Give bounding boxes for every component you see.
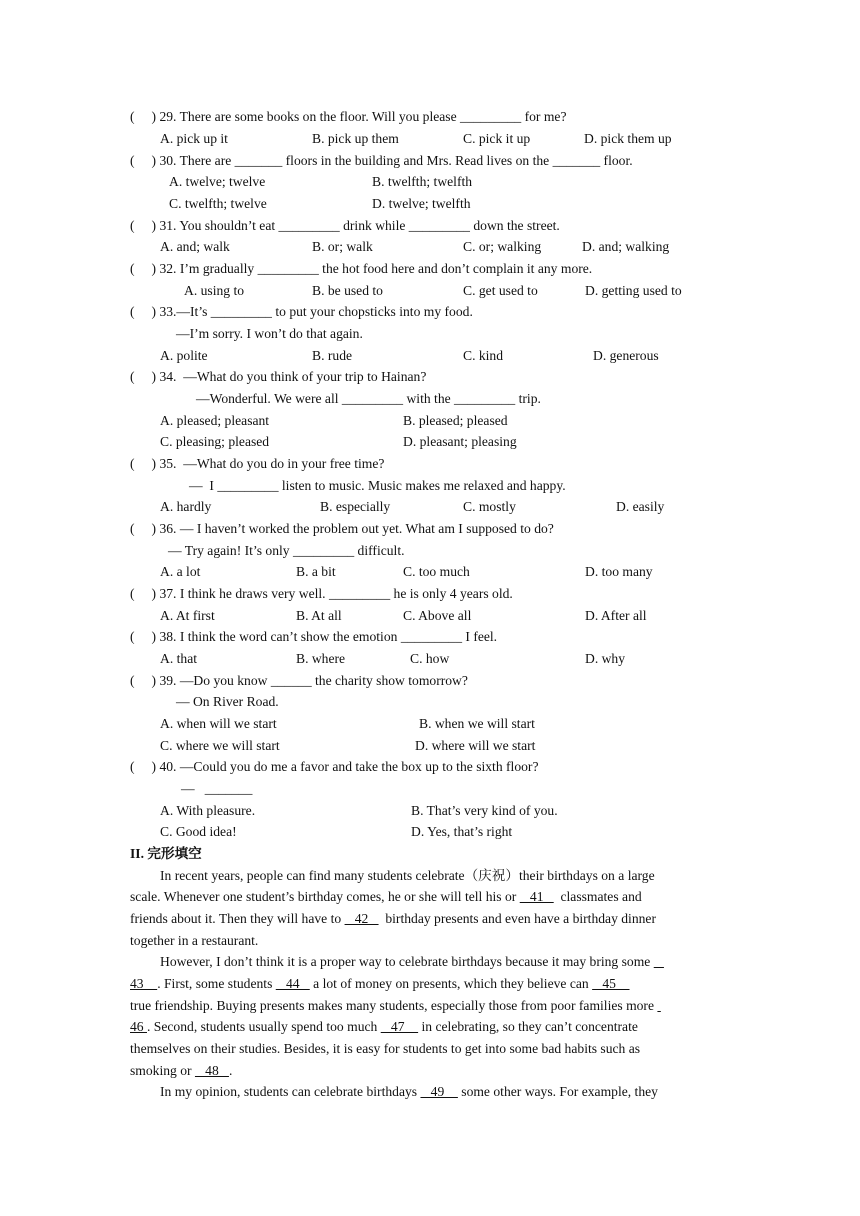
q34-option-b: B. pleased; pleased (403, 413, 508, 428)
q39-option-d: D. where will we start (415, 738, 536, 753)
text-segment: a lot of money on presents, which they believe can (309, 976, 593, 991)
q39-option-b: B. when we will start (419, 716, 535, 731)
q31-option-a: A. and; walk (160, 239, 230, 254)
text-segment: . First, some students (157, 976, 276, 991)
q32-option-b: B. be used to (312, 283, 383, 298)
question-30-stem: ( ) 30. There are _______ floors in the building and Mrs. Read lives on the _______ floor. (130, 153, 633, 168)
question-34-reply: —Wonderful. We were all _________ with the _________ trip. (196, 391, 541, 406)
text-segment: . (228, 1063, 233, 1078)
q30-option-d: D. twelve; twelfth (372, 196, 471, 211)
passage-p2-line3 (130, 997, 661, 1015)
blank-46-end: 46 (130, 1019, 147, 1034)
q38-option-a: A. that (160, 651, 197, 666)
section-heading (130, 845, 202, 863)
q35-option-d: D. easily (616, 499, 665, 514)
q34-option-d: D. pleasant; pleasing (403, 434, 517, 449)
blank-47: 47 (380, 1019, 419, 1034)
q35-option-c: C. mostly (463, 499, 516, 514)
passage-p1-line2 (130, 888, 642, 906)
text-segment: true friendship. Buying presents makes many students, especially those from poor families more (130, 998, 658, 1013)
blank-41: 41 (519, 889, 554, 904)
text-segment: some other ways. For example, they (457, 1084, 658, 1099)
passage-p2-line1 (160, 953, 664, 971)
question-40-stem: ( ) 40. —Could you do me a favor and take the box up to the sixth floor? (130, 759, 539, 774)
q36-option-b: B. a bit (296, 564, 336, 579)
question-40-reply: — _______ (181, 781, 253, 796)
question-35-reply: — I _________ listen to music. Music makes me relaxed and happy. (189, 478, 566, 493)
q35-option-a: A. hardly (160, 499, 212, 514)
text-segment: However, I don’t think it is a proper way to celebrate birthdays because it may bring some (160, 954, 654, 969)
blank-42: 42 (344, 911, 379, 926)
q40-option-c: C. Good idea! (160, 824, 237, 839)
text-segment: scale. Whenever one student’s birthday comes, he or she will tell his or (130, 889, 520, 904)
q29-option-b: B. pick up them (312, 131, 399, 146)
blank-48: 48 (194, 1063, 229, 1078)
passage-p2-line2 (130, 975, 630, 993)
q38-option-b: B. where (296, 651, 346, 666)
q30-option-a: A. twelve; twelve (169, 174, 266, 189)
question-36-reply: — Try again! It’s only _________ difficult. (168, 543, 405, 558)
blank-43-start (654, 954, 664, 969)
question-36-stem: ( ) 36. — I haven’t worked the problem out yet. What am I supposed to do? (130, 521, 554, 536)
question-29-stem: ( ) 29. There are some books on the floor. Will you please _________ for me? (130, 109, 567, 124)
passage-p2-line5: themselves on their studies. Besides, it is easy for students to get into some bad habits such as (130, 1041, 641, 1056)
blank-46-start (657, 998, 660, 1013)
q31-option-b: B. or; walk (312, 239, 373, 254)
question-33-stem: ( ) 33.—It’s _________ to put your chopsticks into my food. (130, 304, 473, 319)
q34-option-a: A. pleased; pleasant (160, 413, 270, 428)
text-segment: in celebrating, so they can’t concentrate (418, 1019, 638, 1034)
q29-option-d: D. pick them up (584, 131, 672, 146)
q39-option-a: A. when will we start (160, 716, 277, 731)
q33-option-d: D. generous (593, 348, 659, 363)
passage-p3-line1 (160, 1083, 658, 1101)
passage-p1-line1: In recent years, people can find many students celebrate（庆祝）their birthdays on a large (160, 868, 655, 883)
blank-49: 49 (420, 1084, 458, 1099)
q29-option-a: A. pick up it (160, 131, 228, 146)
section-number: II. (130, 846, 144, 861)
q40-option-b: B. That’s very kind of you. (411, 803, 558, 818)
q30-option-b: B. twelfth; twelfth (372, 174, 473, 189)
question-35-stem: ( ) 35. —What do you do in your free time? (130, 456, 385, 471)
blank-45: 45 (592, 976, 630, 991)
q40-option-d: D. Yes, that’s right (411, 824, 513, 839)
question-33-reply: —I’m sorry. I won’t do that again. (176, 326, 363, 341)
q32-option-a: A. using to (184, 283, 245, 298)
q33-option-b: B. rude (312, 348, 353, 363)
q32-option-d: D. getting used to (585, 283, 682, 298)
q33-option-a: A. polite (160, 348, 208, 363)
text-segment: . Second, students usually spend too much (147, 1019, 381, 1034)
q37-option-a: A. At first (160, 608, 215, 623)
q34-option-c: C. pleasing; pleased (160, 434, 270, 449)
passage-p1-line3 (130, 910, 656, 928)
text-segment: birthday presents and even have a birthday dinner (385, 911, 656, 926)
text-segment: smoking or (130, 1063, 195, 1078)
q29-option-c: C. pick it up (463, 131, 531, 146)
question-37-stem: ( ) 37. I think he draws very well. _________ he is only 4 years old. (130, 586, 513, 601)
question-31-stem: ( ) 31. You shouldn’t eat _________ drink while _________ down the street. (130, 218, 560, 233)
q37-option-b: B. At all (296, 608, 342, 623)
q33-option-c: C. kind (463, 348, 504, 363)
q37-option-d: D. After all (585, 608, 647, 623)
q38-option-d: D. why (585, 651, 626, 666)
text-segment: friends about it. Then they will have to (130, 911, 345, 926)
q36-option-d: D. too many (585, 564, 653, 579)
q38-option-c: C. how (410, 651, 450, 666)
q39-option-c: C. where we will start (160, 738, 280, 753)
q30-option-c: C. twelfth; twelve (169, 196, 267, 211)
question-39-stem: ( ) 39. —Do you know ______ the charity show tomorrow? (130, 673, 468, 688)
text-segment: classmates and (560, 889, 642, 904)
q36-option-a: A. a lot (160, 564, 201, 579)
blank-44: 44 (275, 976, 310, 991)
passage-p2-line6 (130, 1062, 232, 1080)
question-39-reply: — On River Road. (176, 694, 279, 709)
passage-p1-line4: together in a restaurant. (130, 933, 259, 948)
question-34-stem: ( ) 34. —What do you think of your trip to Hainan? (130, 369, 427, 384)
passage-p2-line4 (130, 1018, 638, 1036)
blank-43-end: 43 (130, 976, 158, 991)
section-title: 完形填空 (147, 846, 202, 862)
q31-option-d: D. and; walking (582, 239, 670, 254)
q40-option-a: A. With pleasure. (160, 803, 256, 818)
question-32-stem: ( ) 32. I’m gradually _________ the hot food here and don’t complain it any more. (130, 261, 593, 276)
q35-option-b: B. especially (320, 499, 391, 514)
q32-option-c: C. get used to (463, 283, 538, 298)
q36-option-c: C. too much (403, 564, 470, 579)
q37-option-c: C. Above all (403, 608, 472, 623)
question-38-stem: ( ) 38. I think the word can’t show the emotion _________ I feel. (130, 629, 498, 644)
q31-option-c: C. or; walking (463, 239, 542, 254)
text-segment: In my opinion, students can celebrate birthdays (160, 1084, 421, 1099)
